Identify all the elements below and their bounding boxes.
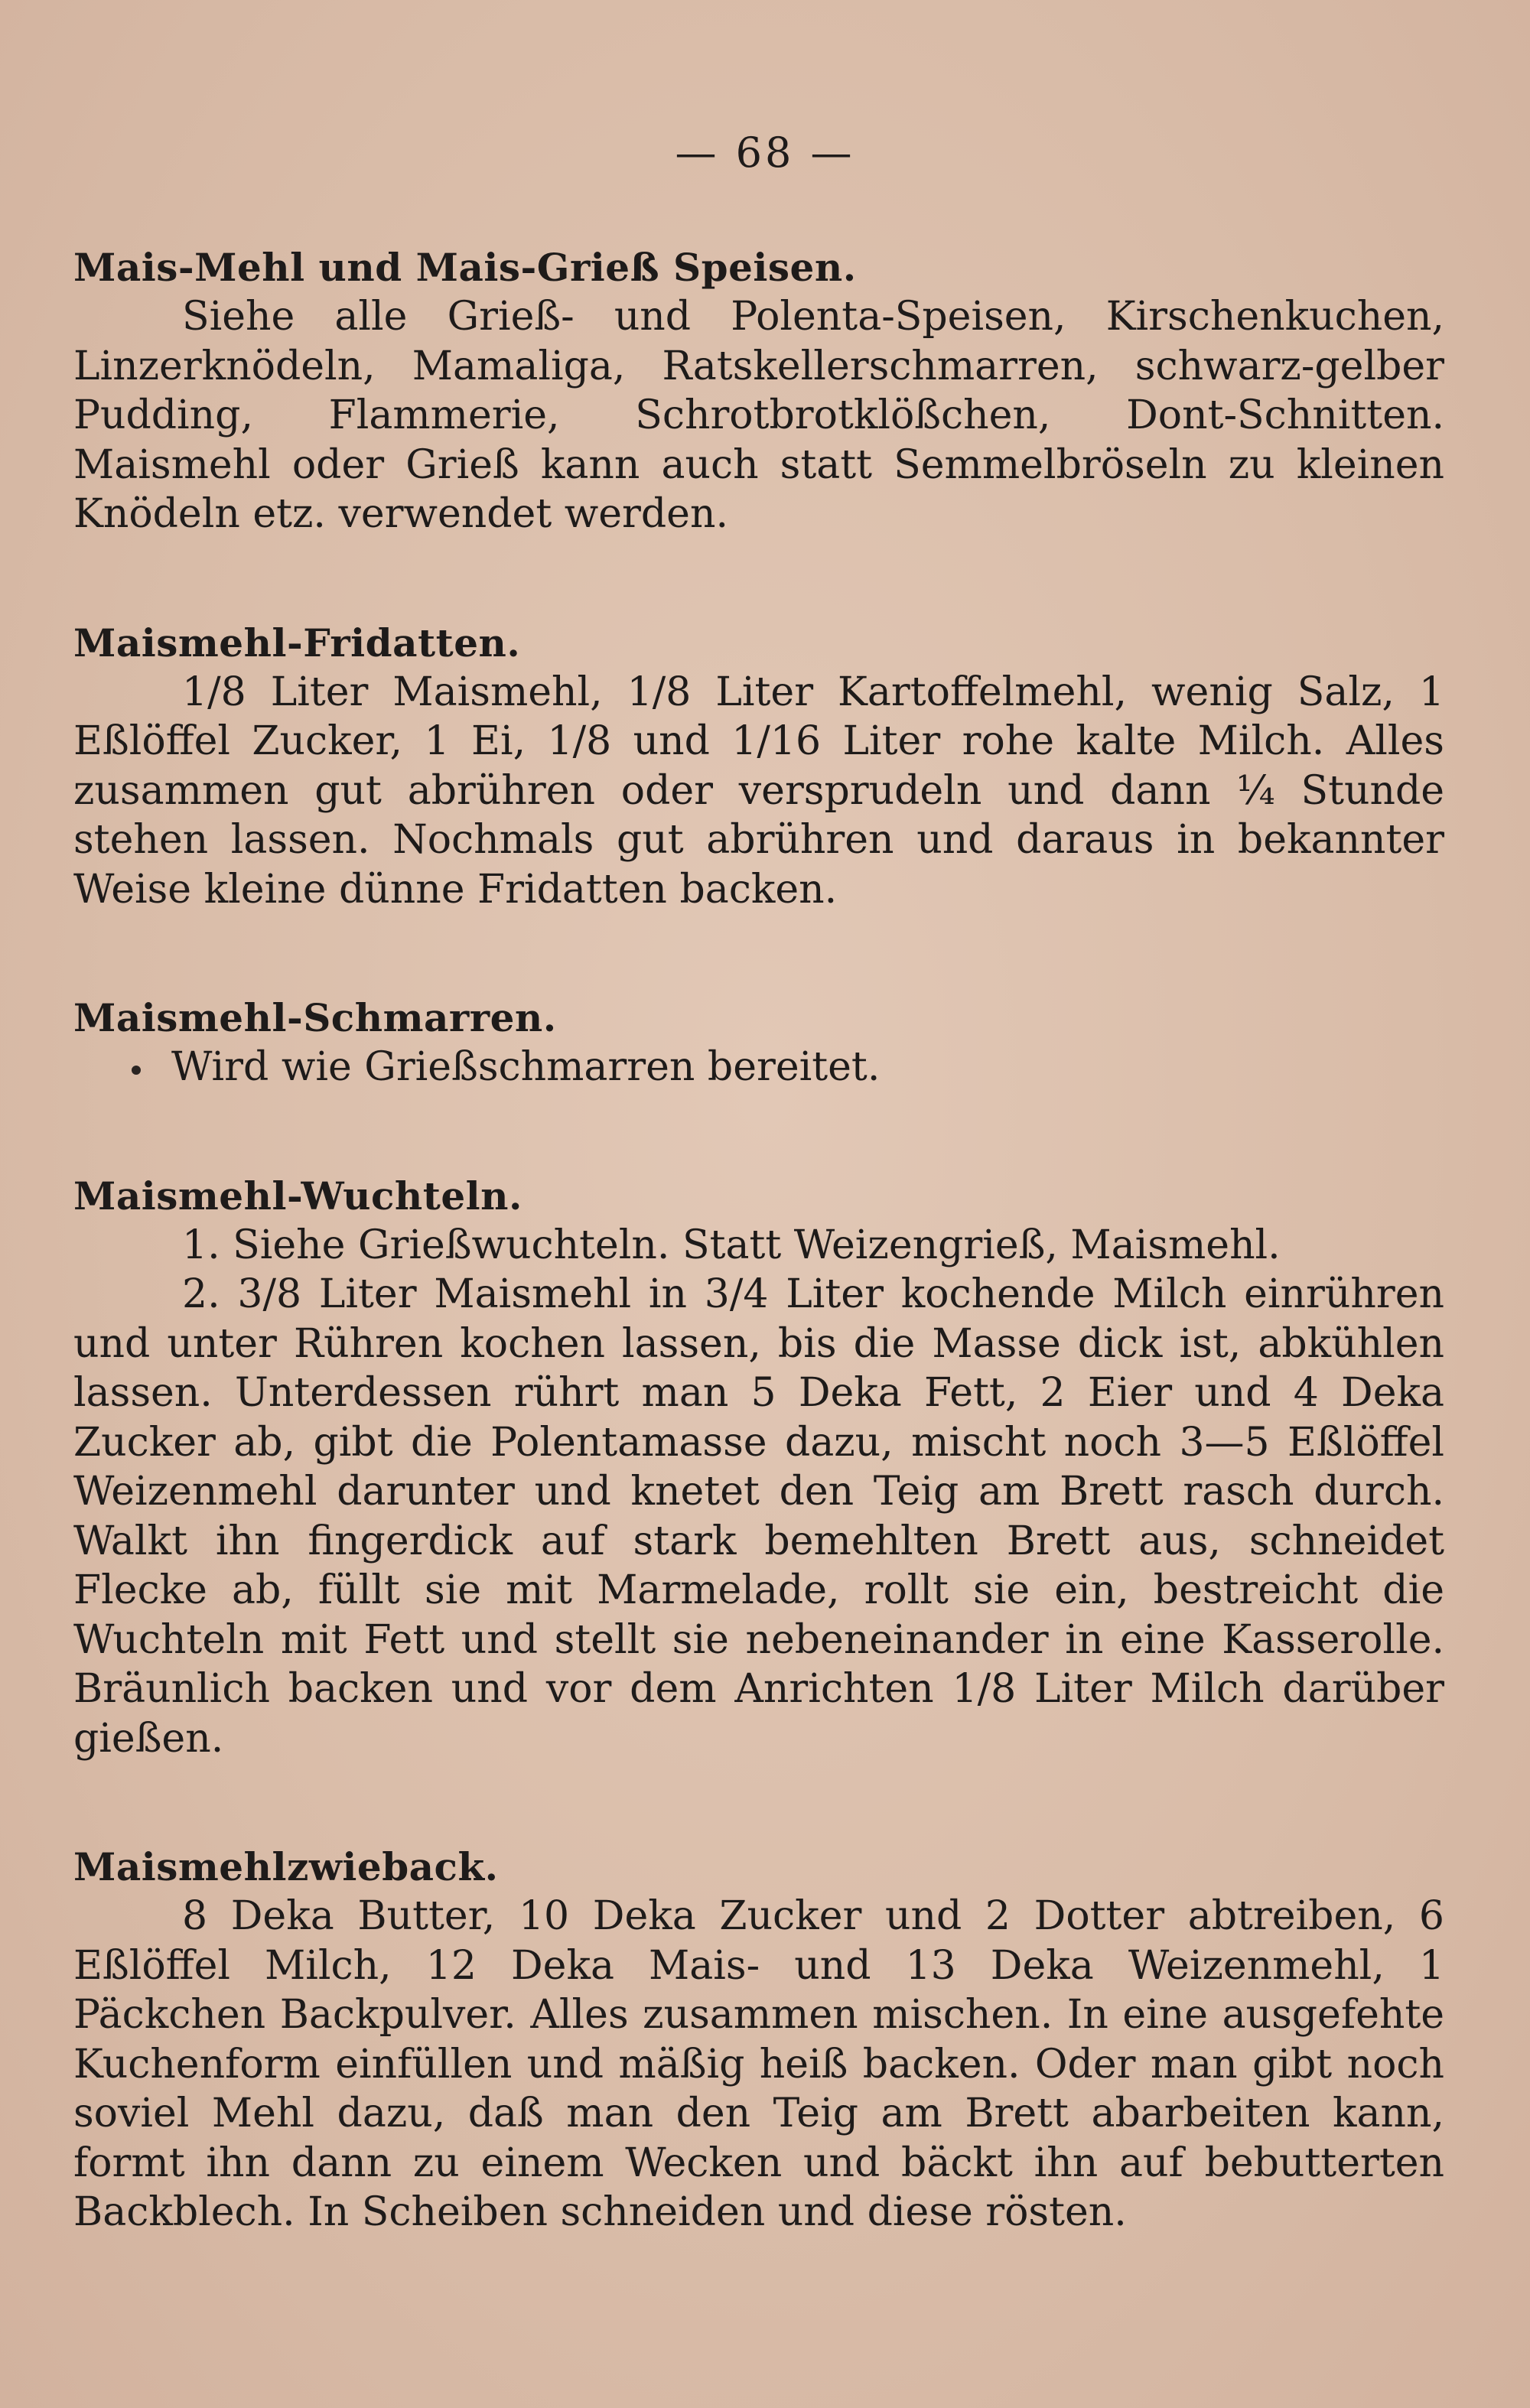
page-content bbox=[73, 243, 1444, 2237]
page-number: — 68 — bbox=[675, 129, 855, 177]
recipe-paragraph: 1. Siehe Grießwuchteln. Statt Weizengrieß, Maismehl. bbox=[182, 1222, 1281, 1268]
recipe-paragraph: Wird wie Grießschmarren bereitet. bbox=[171, 1044, 881, 1090]
section-maismehl-schmarren bbox=[73, 994, 1444, 1092]
recipe-paragraph: 8 Deka Butter, 10 Deka Zucker und 2 Dotter abtreiben, 6 Eßlöffel Milch, 12 Deka Mais- und 13 Deka Weizenmehl, 1 Päckchen Backpulver. Alles zusammen mischen. In eine ausgefehte Kuchenform einfüllen und mäßig heiß backen. Oder man gibt noch soviel Mehl dazu, daß man den Teig am Brett abarbeiten kann, formt ihn dann zu einem Wecken und bäckt ihn auf bebutterten Backblech. In Scheiben schneiden und diese rösten. bbox=[73, 1893, 1444, 2235]
section-heading: Maismehl-Schmarren. bbox=[73, 995, 557, 1040]
recipe-paragraph: 2. 3/8 Liter Maismehl in 3/4 Liter kochende Milch einrühren und unter Rühren kochen lassen, bis die Masse dick ist, abkühlen lassen. Unterdessen rührt man 5 Deka Fett, 2 Eier und 4 Deka Zucker ab, gibt die Polentamasse dazu, mischt noch 3—5 Eßlöffel Weizenmehl darunter und knetet den Teig am Brett rasch durch. Walkt ihn fingerdick auf stark bemehlten Brett aus, schneidet Flecke ab, füllt sie mit Marmelade, rollt sie ein, bestreicht die Wuchteln mit Fett und stellt sie nebeneinander in eine Kasserolle. Bräunlich backen und vor dem Anrichten 1/8 Liter Milch darüber gießen. bbox=[73, 1271, 1444, 1762]
section-heading: Maismehl-Wuchteln. bbox=[73, 1173, 522, 1219]
section-mais-mehl-speisen bbox=[73, 243, 1444, 539]
bullet-dot-icon bbox=[132, 1066, 141, 1075]
section-maismehlzwieback bbox=[73, 1843, 1444, 2237]
recipe-paragraph-line bbox=[73, 1043, 1444, 1092]
section-heading: Mais-Mehl und Mais-Grieß Speisen. bbox=[73, 245, 857, 290]
section-maismehl-wuchteln bbox=[73, 1172, 1444, 1764]
section-heading: Maismehlzwieback. bbox=[73, 1844, 499, 1889]
recipe-paragraph: 1/8 Liter Maismehl, 1/8 Liter Kartoffelmehl, wenig Salz, 1 Eßlöffel Zucker, 1 Ei, 1/8 und 1/16 Liter rohe kalte Milch. Alles zusammen gut abrühren oder versprudeln und dann ¼ Stunde stehen lassen. Nochmals gut abrühren und daraus in bekannter Weise kleine dünne Fridatten backen. bbox=[73, 669, 1444, 913]
recipe-paragraph: Siehe alle Grieß- und Polenta-Speisen, Kirschenkuchen, Linzerknödeln, Mamaliga, Ratskellerschmarren, schwarz-gelber Pudding, Flammerie, Schrotbrotklößchen, Dont-Schnitten. Maismehl oder Grieß kann auch statt Semmelbröseln zu kleinen Knödeln etz. verwendet werden. bbox=[73, 294, 1444, 537]
section-maismehl-fridatten bbox=[73, 619, 1444, 915]
section-heading: Maismehl-Fridatten. bbox=[73, 620, 521, 665]
